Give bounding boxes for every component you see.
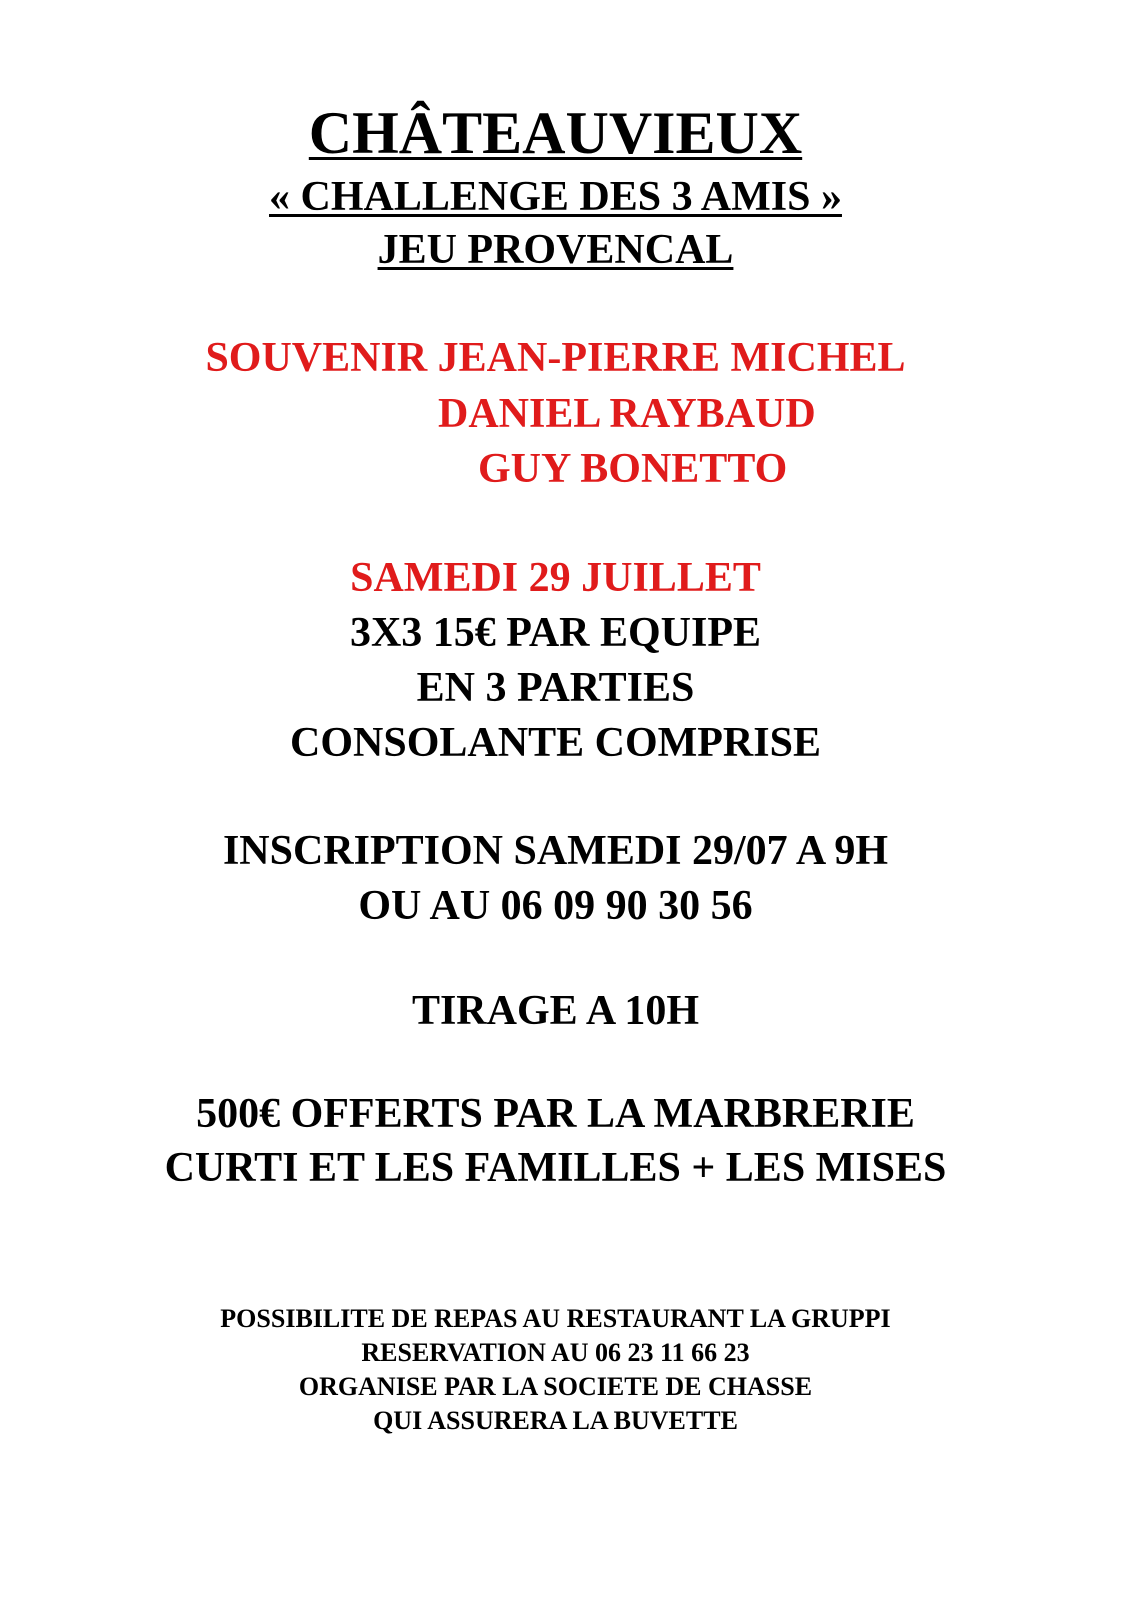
challenge-subtitle: « CHALLENGE DES 3 AMIS » bbox=[269, 174, 842, 220]
event-date: SAMEDI 29 JUILLET bbox=[350, 555, 761, 601]
prize-line-2: CURTI ET LES FAMILLES + LES MISES bbox=[164, 1145, 947, 1191]
souvenir-line-3: GUY BONETTO bbox=[478, 446, 788, 492]
flyer-title: CHÂTEAUVIEUX bbox=[308, 100, 803, 166]
event-parties: EN 3 PARTIES bbox=[416, 665, 695, 711]
footer-line-2: RESERVATION AU 06 23 11 66 23 bbox=[361, 1338, 750, 1367]
event-consolante: CONSOLANTE COMPRISE bbox=[290, 720, 821, 766]
game-type: JEU PROVENCAL bbox=[377, 227, 734, 273]
prize-line-1: 500€ OFFERTS PAR LA MARBRERIE bbox=[196, 1091, 915, 1137]
tirage-time: TIRAGE A 10H bbox=[411, 988, 700, 1034]
event-format: 3X3 15€ PAR EQUIPE bbox=[349, 610, 762, 656]
footer-line-3: ORGANISE PAR LA SOCIETE DE CHASSE bbox=[298, 1372, 813, 1401]
inscription-line-2: OU AU 06 09 90 30 56 bbox=[358, 883, 753, 929]
souvenir-line-1: SOUVENIR JEAN-PIERRE MICHEL bbox=[205, 335, 906, 381]
footer-line-4: QUI ASSURERA LA BUVETTE bbox=[373, 1406, 738, 1435]
souvenir-line-2: DANIEL RAYBAUD bbox=[438, 391, 816, 437]
footer-line-1: POSSIBILITE DE REPAS AU RESTAURANT LA GRUPPI bbox=[220, 1304, 891, 1333]
inscription-line-1: INSCRIPTION SAMEDI 29/07 A 9H bbox=[222, 828, 889, 874]
